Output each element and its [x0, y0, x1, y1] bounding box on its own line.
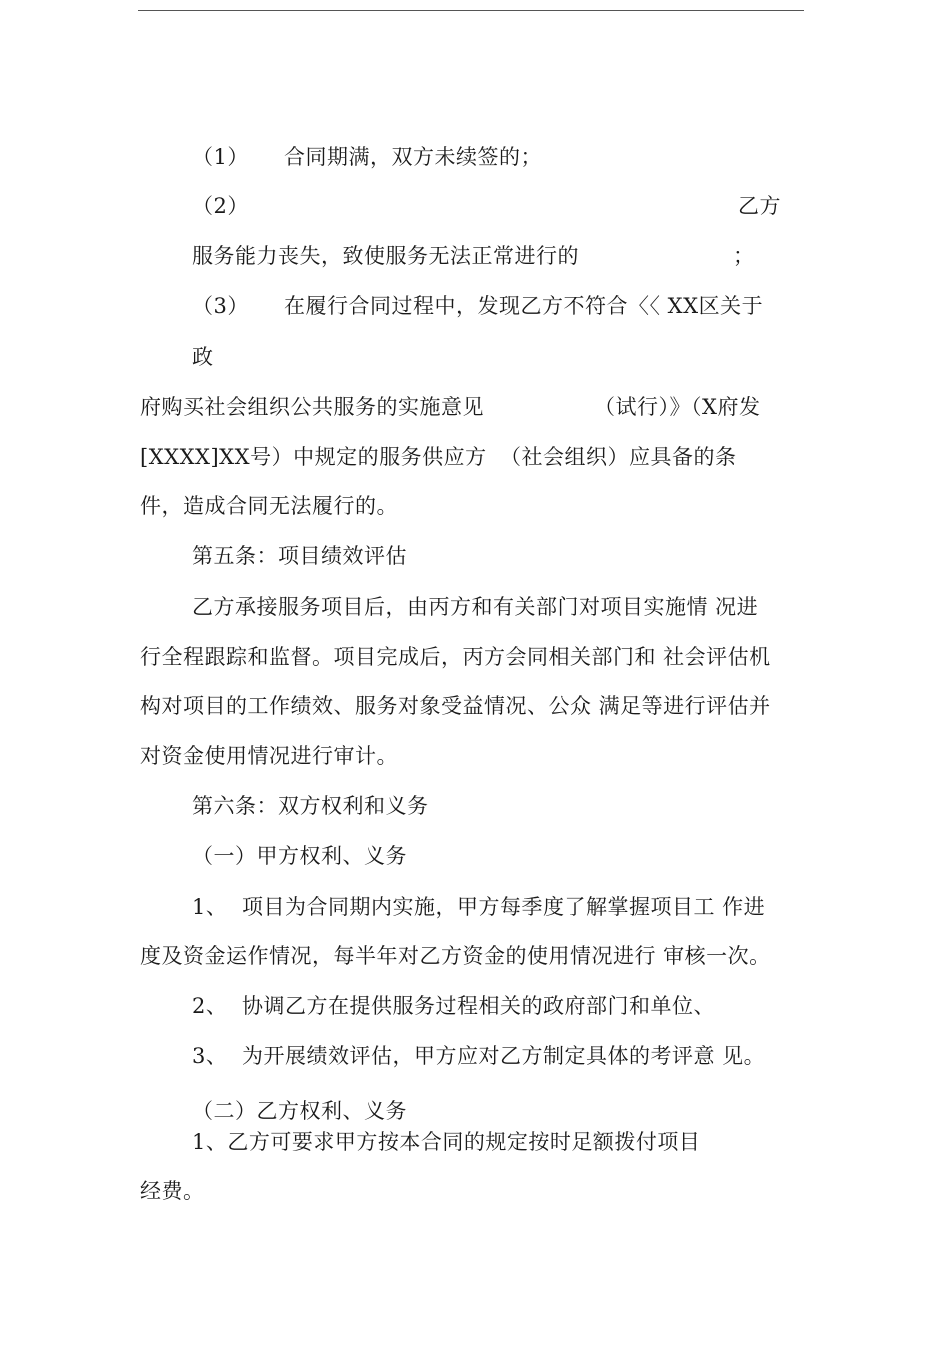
article-5-line-2: 行全程跟踪和监督。项目完成后，丙方会同相关部门和 社会评估机: [140, 645, 771, 669]
item-3-continuation-1: 政: [192, 345, 214, 369]
party-a-item-2-line-1: 协调乙方在提供服务过程相关的政府部门和单位、: [242, 994, 715, 1018]
article-5-title: 第五条：项目绩效评估: [192, 544, 407, 568]
item-3-continuation-2a: 府购买社会组织公共服务的实施意见: [140, 395, 484, 419]
header-rule: [138, 10, 804, 11]
party-a-item-1-line-2: 度及资金运作情况，每半年对乙方资金的使用情况进行 审核一次。: [140, 944, 771, 968]
article-5-line-1: 乙方承接服务项目后，由丙方和有关部门对项目实施情 况进: [192, 595, 759, 619]
party-a-item-1-number: 1、: [192, 895, 228, 919]
party-b-item-1-line-2: 经费。: [140, 1179, 205, 1203]
section-2-title: （二）乙方权利、义务: [192, 1099, 407, 1123]
item-2-number: （2）: [192, 194, 249, 218]
party-a-item-3-number: 3、: [192, 1044, 228, 1068]
party-a-item-2-number: 2、: [192, 994, 228, 1018]
party-a-item-3-line-1: 为开展绩效评估，甲方应对乙方制定具体的考评意 见。: [242, 1044, 766, 1068]
article-6-title: 第六条：双方权利和义务: [192, 794, 429, 818]
item-3-continuation-2b: （试行）》（X府发: [594, 395, 761, 419]
item-3-continuation-3a: [XXXX]XX号）中规定的服务供应方: [140, 445, 487, 469]
item-3-continuation-4: 件，造成合同无法履行的。: [140, 494, 398, 518]
party-a-item-1-line-1: 项目为合同期内实施，甲方每季度了解掌握项目工 作进: [242, 895, 766, 919]
item-3-number: （3）: [192, 294, 249, 318]
section-1-title: （一）甲方权利、义务: [192, 844, 407, 868]
item-3-text: 在履行合同过程中，发现乙方不符合〈〈 XX区关于: [284, 294, 764, 318]
party-b-item-1-line-1: 1、乙方可要求甲方按本合同的规定按时足额拨付项目: [192, 1130, 701, 1154]
item-2-end-punct: ；: [733, 244, 755, 268]
article-5-line-3: 构对项目的工作绩效、服务对象受益情况、公众 满足等进行评估并: [140, 694, 771, 718]
article-5-line-4: 对资金使用情况进行审计。: [140, 744, 398, 768]
item-2-continuation: 服务能力丧失，致使服务无法正常进行的: [192, 244, 579, 268]
item-3-continuation-3b: （社会组织）应具备的条: [500, 445, 737, 469]
item-1-number: （1）: [192, 145, 249, 169]
item-2-text-right: 乙方: [738, 194, 781, 218]
item-1-text: 合同期满，双方未续签的；: [284, 145, 542, 169]
